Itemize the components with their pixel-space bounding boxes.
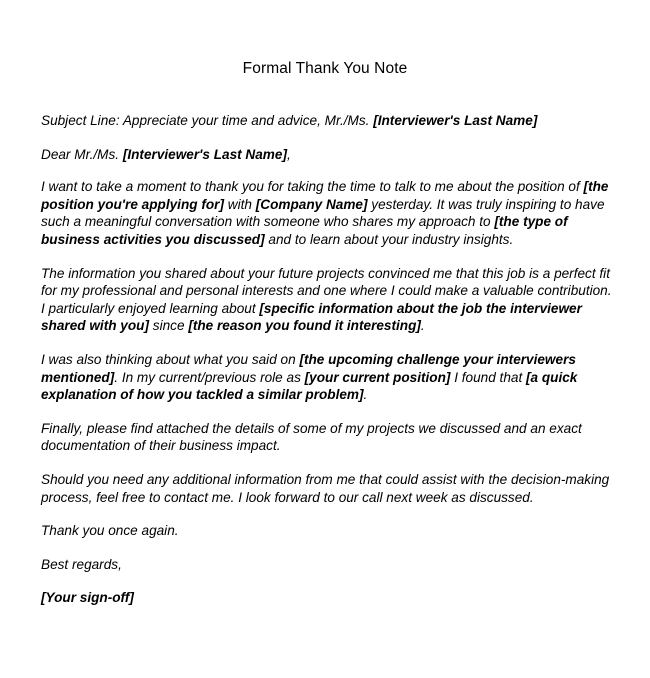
p3-placeholder-challenge: [the upcoming challenge your interviewers mentioned]	[41, 351, 576, 385]
p3-text-4: .	[363, 387, 368, 403]
subject-line	[41, 112, 616, 130]
p2-placeholder-info: [specific information about the job the interviewer shared with you]	[41, 300, 582, 334]
p3-text-2: . In my current/previous role as	[114, 369, 305, 385]
paragraph-1	[41, 178, 616, 248]
paragraph-2	[41, 265, 616, 335]
p1-text-4: and to learn about your industry insights.	[264, 231, 514, 247]
subject-text: Subject Line: Appreciate your time and advice, Mr./Ms.	[41, 113, 374, 128]
signoff	[41, 589, 616, 607]
salutation-suffix: ,	[286, 146, 291, 162]
closing-regards: Best regards,	[41, 556, 122, 572]
p2-text-3: .	[420, 318, 425, 334]
closing-thanks: Thank you once again.	[41, 523, 179, 539]
p1-text-2: with	[223, 196, 256, 212]
salutation-placeholder: [Interviewer's Last Name]	[122, 146, 287, 162]
paragraph-4: Finally, please find attached the details of some of my projects we discussed and an exact documentation of their business impact.	[41, 420, 582, 454]
p3-text-3: I found that	[450, 369, 526, 385]
signoff-placeholder: [Your sign-off]	[41, 590, 134, 606]
letter-body	[41, 112, 616, 623]
p1-placeholder-position: [the position you're applying for]	[41, 179, 609, 212]
p3-placeholder-current-position: [your current position]	[304, 369, 451, 385]
p1-placeholder-company: [Company Name]	[255, 196, 368, 212]
p3-placeholder-explanation: [a quick explanation of how you tackled a similar problem]	[41, 369, 578, 403]
p1-text-3: yesterday. It was truly inspiring to have such a meaningful conversation with someone who shares my approach to	[41, 196, 605, 230]
paragraph-3	[41, 351, 616, 404]
document-title: Formal Thank You Note	[242, 60, 408, 77]
salutation-text: Dear Mr./Ms.	[41, 146, 123, 162]
paragraph-5: Should you need any additional information from me that could assist with the decision-making process, feel free to contact me. I look forward to our call next week as discussed.	[41, 471, 610, 505]
p1-placeholder-activities: [the type of business activities you discussed]	[41, 214, 568, 247]
p2-text-1: The information you shared about your future projects convinced me that this job is a perfect fit for my professional and personal interests and one where I could make a valuable contribution. I particularly enjoyed learning about	[41, 265, 612, 316]
p3-text-1: I was also thinking about what you said on	[41, 351, 300, 367]
p1-text-1: I want to take a moment to thank you for taking the time to talk to me about the position of	[41, 179, 584, 195]
p2-text-2: since	[149, 318, 189, 334]
p2-placeholder-reason: [the reason you found it interesting]	[188, 318, 421, 334]
subject-placeholder: [Interviewer's Last Name]	[373, 113, 538, 128]
salutation	[41, 146, 616, 164]
